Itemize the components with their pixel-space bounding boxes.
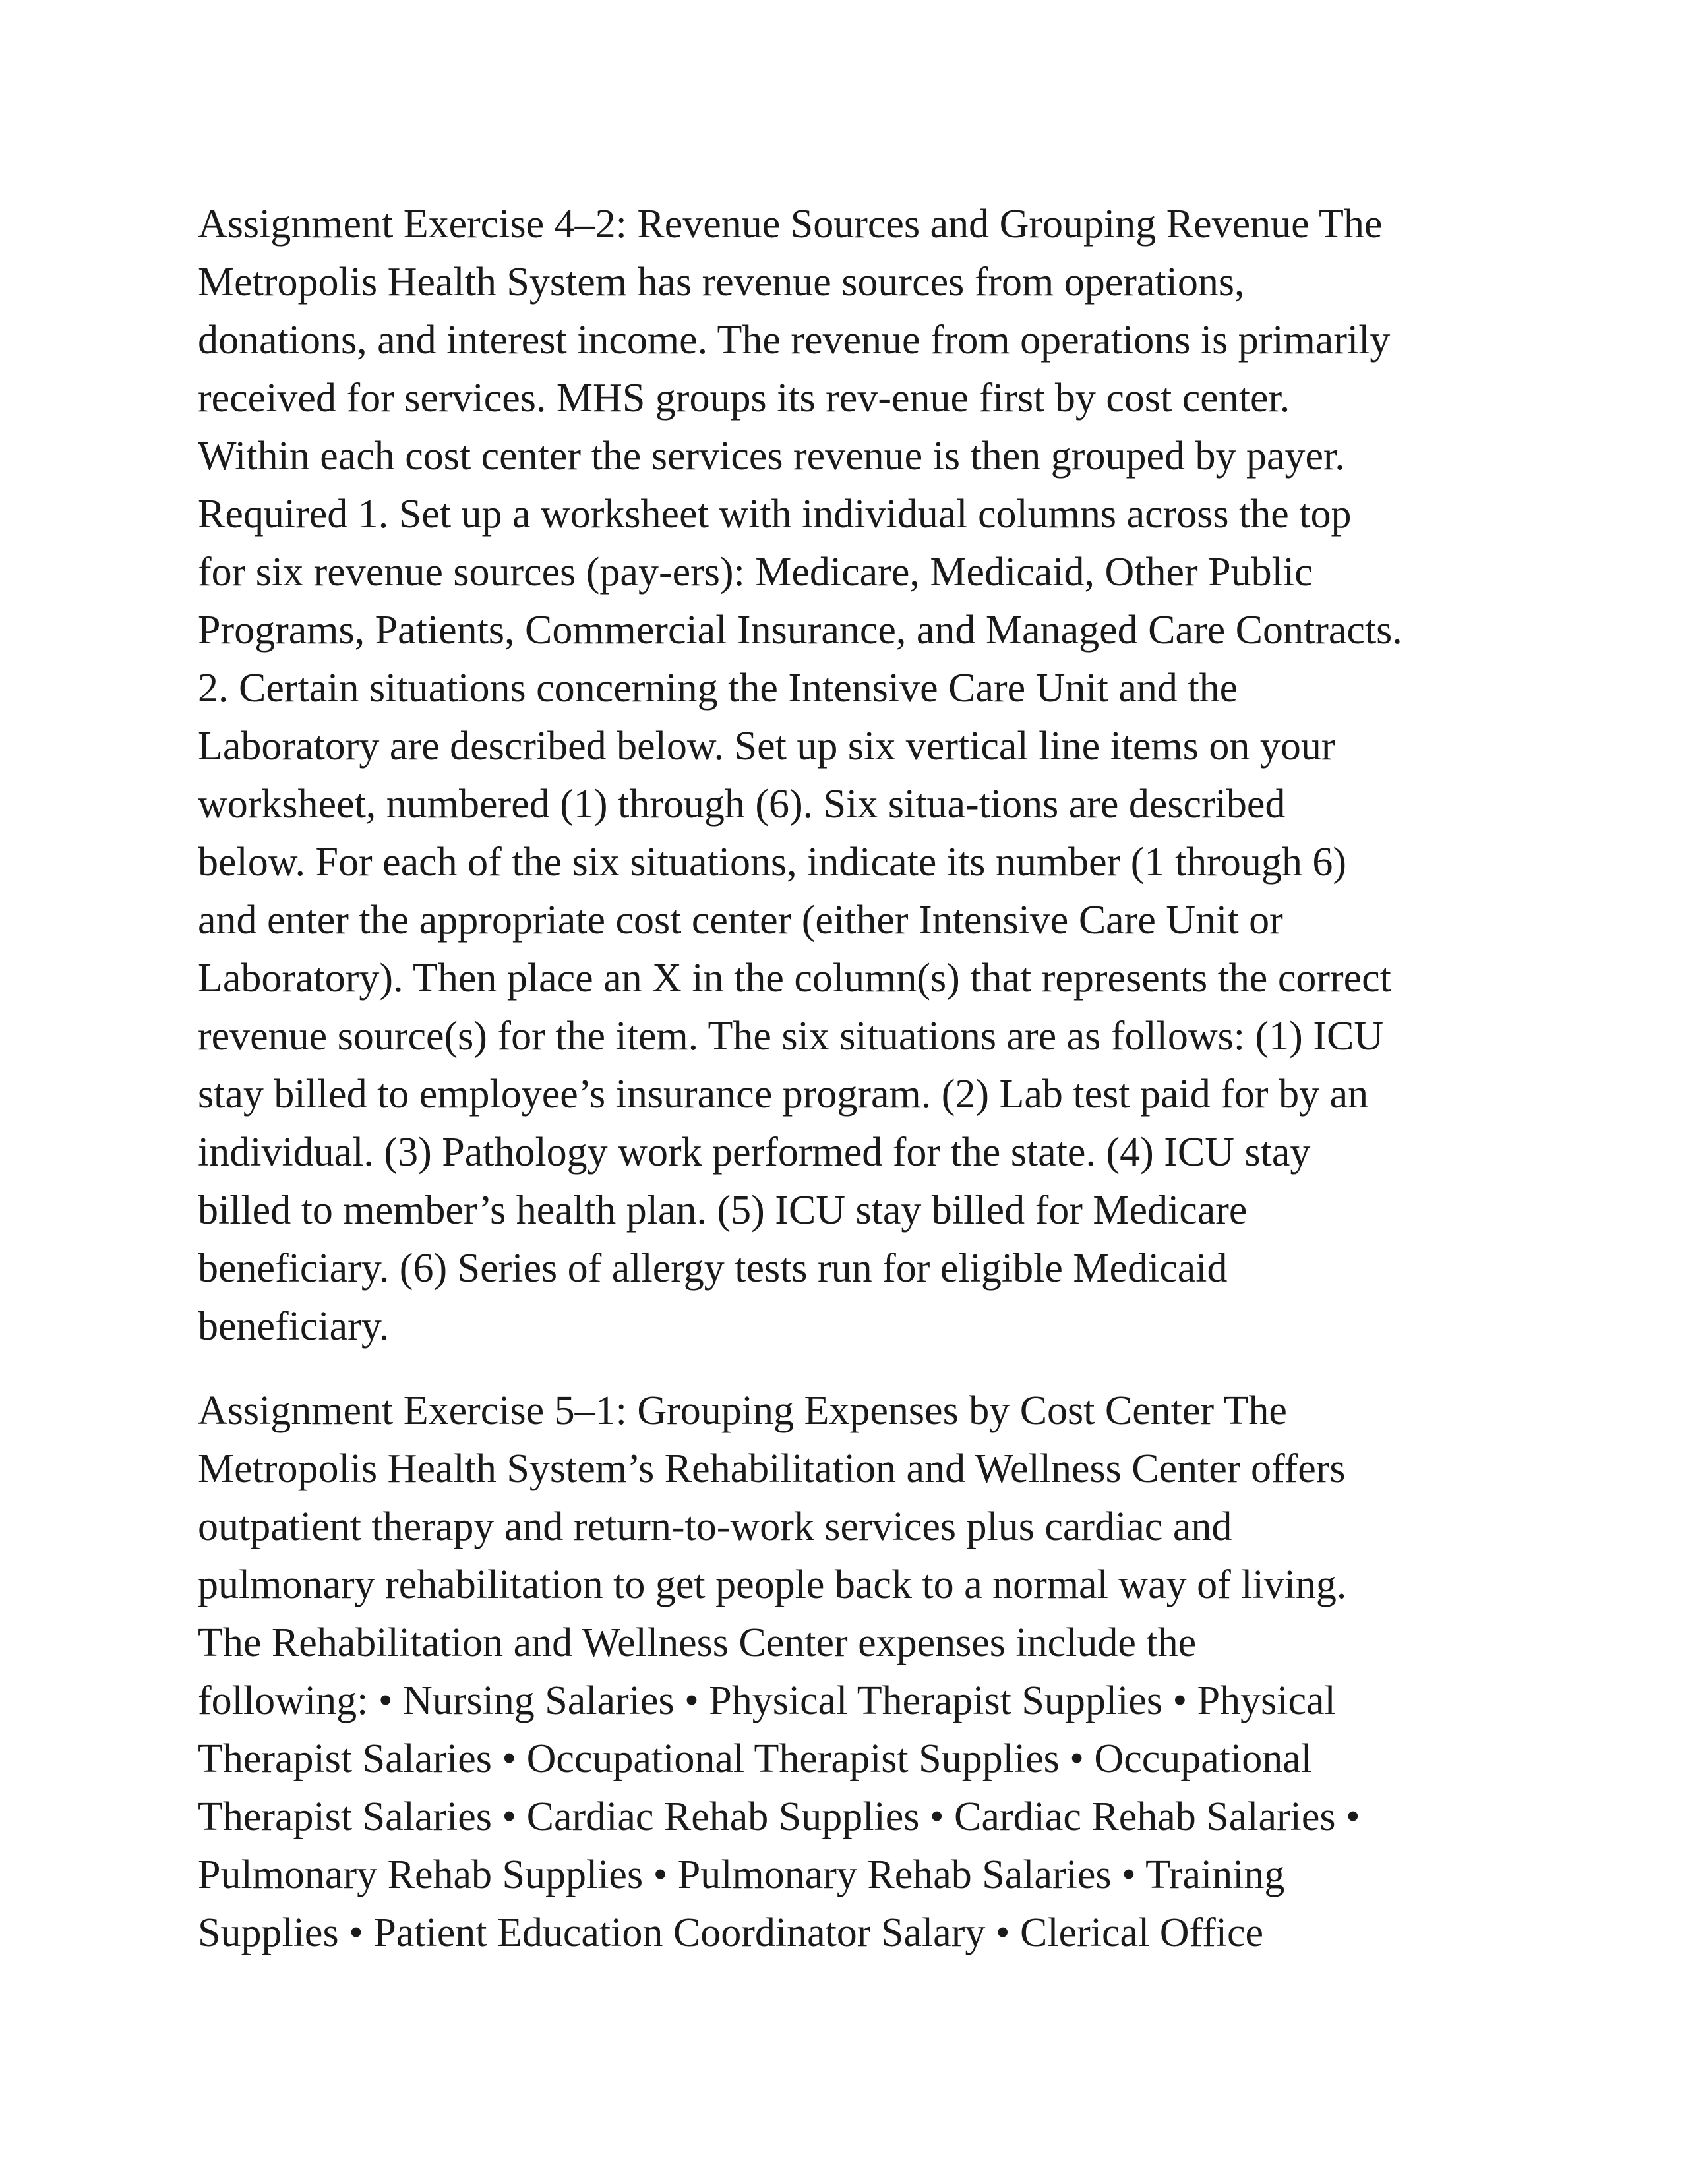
document-body (198, 195, 1510, 1962)
text-line: for six revenue sources (pay-ers): Medicare, Medicaid, Other Public (198, 550, 1313, 595)
text-line: Programs, Patients, Commercial Insurance, and Managed Care Contracts. (198, 608, 1402, 653)
text-line: pulmonary rehabilitation to get people back to a normal way of living. (198, 1562, 1347, 1607)
text-line: stay billed to employee’s insurance program. (2) Lab test paid for by an (198, 1072, 1369, 1117)
text-line: Supplies • Patient Education Coordinator Salary • Clerical Office (198, 1910, 1263, 1955)
text-line: beneficiary. (6) Series of allergy tests run for eligible Medicaid (198, 1246, 1228, 1291)
text-line: revenue source(s) for the item. The six situations are as follows: (1) ICU (198, 1014, 1384, 1059)
text-line: received for services. MHS groups its rev-enue first by cost center. (198, 376, 1290, 421)
text-line: donations, and interest income. The revenue from operations is primarily (198, 318, 1391, 363)
text-line: The Rehabilitation and Wellness Center expenses include the (198, 1620, 1197, 1665)
text-line: individual. (3) Pathology work performed for the state. (4) ICU stay (198, 1130, 1311, 1175)
text-line: Within each cost center the services revenue is then grouped by payer. (198, 434, 1345, 479)
text-line: billed to member’s health plan. (5) ICU stay billed for Medicare (198, 1188, 1248, 1233)
text-line: Pulmonary Rehab Supplies • Pulmonary Rehab Salaries • Training (198, 1852, 1285, 1897)
text-line: Laboratory). Then place an X in the column(s) that represents the correct (198, 956, 1391, 1001)
text-line: Laboratory are described below. Set up six vertical line items on your (198, 724, 1335, 769)
text-line: outpatient therapy and return-to-work services plus cardiac and (198, 1504, 1232, 1549)
text-line: Assignment Exercise 4–2: Revenue Sources and Grouping Revenue The (198, 202, 1383, 247)
text-line: beneficiary. (198, 1304, 390, 1349)
text-line: Assignment Exercise 5–1: Grouping Expenses by Cost Center The (198, 1388, 1287, 1433)
text-line: Required 1. Set up a worksheet with individual columns across the top (198, 492, 1352, 537)
text-line: Therapist Salaries • Cardiac Rehab Supplies • Cardiac Rehab Salaries • (198, 1794, 1360, 1839)
text-line: Metropolis Health System has revenue sources from operations, (198, 260, 1245, 305)
text-line: following: • Nursing Salaries • Physical Therapist Supplies • Physical (198, 1678, 1336, 1723)
text-line: 2. Certain situations concerning the Intensive Care Unit and the (198, 666, 1238, 711)
text-line: Metropolis Health System’s Rehabilitation and Wellness Center offers (198, 1446, 1346, 1491)
text-line: and enter the appropriate cost center (either Intensive Care Unit or (198, 898, 1283, 943)
text-line: Therapist Salaries • Occupational Therapist Supplies • Occupational (198, 1736, 1312, 1781)
text-line: worksheet, numbered (1) through (6). Six situa-tions are described (198, 782, 1286, 827)
text-line: below. For each of the six situations, indicate its number (1 through 6) (198, 840, 1346, 885)
exercise-4-2-paragraph (198, 195, 1510, 1355)
exercise-5-1-paragraph (198, 1382, 1510, 1962)
